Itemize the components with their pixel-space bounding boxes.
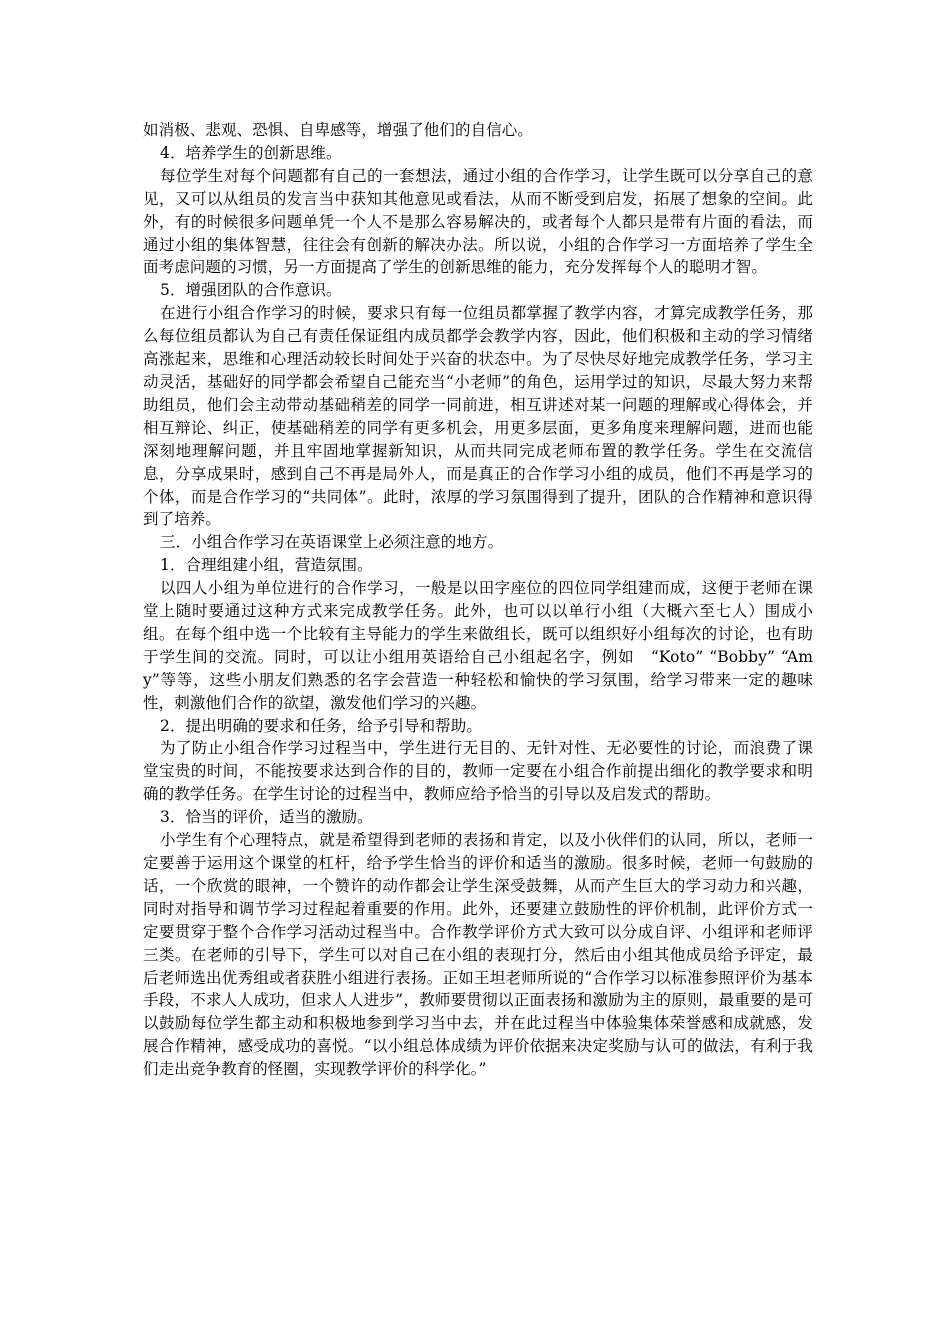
heading-team-cooperation: 5．增强团队的合作意识。 xyxy=(160,281,342,300)
heading-clear-tasks: 2．提出明确的要求和任务，给予引导和帮助。 xyxy=(160,716,482,735)
paragraph-form-groups: 以四人小组为单位进行的合作学习，一般是以田字座位的四位同学组建而成，这便于老师在课堂上随时要通过这种方式来完成教学任务。此外，也可以以单行小组（大概六至七人）围成小组。在每个组中选一个比较有主导能力的学生来做组长，既可以组织好小组每次的讨论，也有助于学生间的交流。同时，可以让小组用英语给自己小组起名字，例如 “Koto” “Bobby” “Amy”等等，这些小朋友们熟悉的名字会营造一种轻松和愉快的学习氛围，给学习带来一定的趣味性，刺激他们合作的欲望，激发他们学习的兴趣。 xyxy=(143,579,813,712)
heading-creative-thinking: 4．培养学生的创新思维。 xyxy=(160,143,342,162)
heading-section-three: 三．小组合作学习在英语课堂上必须注意的地方。 xyxy=(160,533,504,552)
paragraph-clear-tasks: 为了防止小组合作学习过程当中，学生进行无目的、无针对性、无必要性的讨论，而浪费了课堂宝贵的时间，不能按要求达到合作的目的，教师一定要在小组合作前提出细化的教学要求和明确的教学任务。在学生讨论的过程当中，教师应给予恰当的引导以及启发式的帮助。 xyxy=(143,739,813,804)
paragraph-team-cooperation: 在进行小组合作学习的时候，要求只有每一位组员都掌握了教学内容，才算完成教学任务，那么每位组员都认为自己有责任保证组内成员都学会教学内容，因此，他们积极和主动的学习情绪高涨起来，思维和心理活动较长时间处于兴奋的状态中。为了尽快尽好地完成教学任务，学习主动灵活，基础好的同学都会希望自己能充当“小老师”的角色，运用学过的知识，尽最大努力来帮助组员，他们会主动带动基础稍差的同学一同前进，相互讲述对某一问题的理解或心得体会，并相互辩论、纠正，使基础稍差的同学有更多机会，用更多层面，更多角度来理解问题，进而也能深刻地理解问题，并且牢固地掌握新知识，从而共同完成老师布置的教学任务。学生在交流信息，分享成果时，感到自己不再是局外人，而是真正的合作学习小组的成员，他们不再是学习的个体，而是合作学习的“共同体”。此时，浓厚的学习氛围得到了提升，团队的合作精神和意识得到了培养。 xyxy=(143,304,813,529)
paragraph-intro-tail: 如消极、悲观、恐惧、自卑感等，增强了他们的自信心。 xyxy=(143,121,534,139)
paragraph-creative-thinking: 每位学生对每个问题都有自己的一套想法，通过小组的合作学习，让学生既可以分享自己的意见，又可以从组员的发言当中获知其他意见或看法，从而不断受到启发，拓展了想象的空间。此外，有的时候很多问题单凭一个人不是那么容易解决的，或者每个人都只是带有片面的看法，而通过小组的集体智慧，往往会有创新的解决办法。所以说，小组的合作学习一方面培养了学生全面考虑问题的习惯，另一方面提高了学生的创新思维的能力，充分发挥每个人的聪明才智。 xyxy=(143,166,813,277)
heading-evaluation: 3．恰当的评价，适当的激励。 xyxy=(160,808,373,827)
document-page xyxy=(143,119,813,1081)
heading-form-groups: 1．合理组建小组，营造氛围。 xyxy=(160,556,373,575)
paragraph-evaluation: 小学生有个心理特点，就是希望得到老师的表扬和肯定，以及小伙伴们的认同，所以，老师一定要善于运用这个课堂的杠杆，给予学生恰当的评价和适当的激励。很多时候，老师一句鼓励的话，一个欣赏的眼神，一个赞许的动作都会让学生深受鼓舞，从而产生巨大的学习动力和兴趣，同时对指导和调节学习过程起着重要的作用。此外，还要建立鼓励性的评价机制，此评价方式一定要贯穿于整个合作学习活动过程当中。合作教学评价方式大致可以分成自评、小组评和老师评三类。在老师的引导下，学生可以对自己在小组的表现打分，然后由小组其他成员给予评定，最后老师选出优秀组或者获胜小组进行表扬。正如王坦老师所说的“合作学习以标准参照评价为基本手段，不求人人成功，但求人人进步”，教师要贯彻以正面表扬和激励为主的原则，最重要的是可以鼓励每位学生都主动和积极地参到学习当中去，并在此过程当中体验集体荣誉感和成就感，发展合作精神，感受成功的喜悦。“以小组总体成绩为评价依据来决定奖励与认可的做法，有利于我们走出竞争教育的怪圈，实现教学评价的科学化。” xyxy=(143,831,813,1079)
